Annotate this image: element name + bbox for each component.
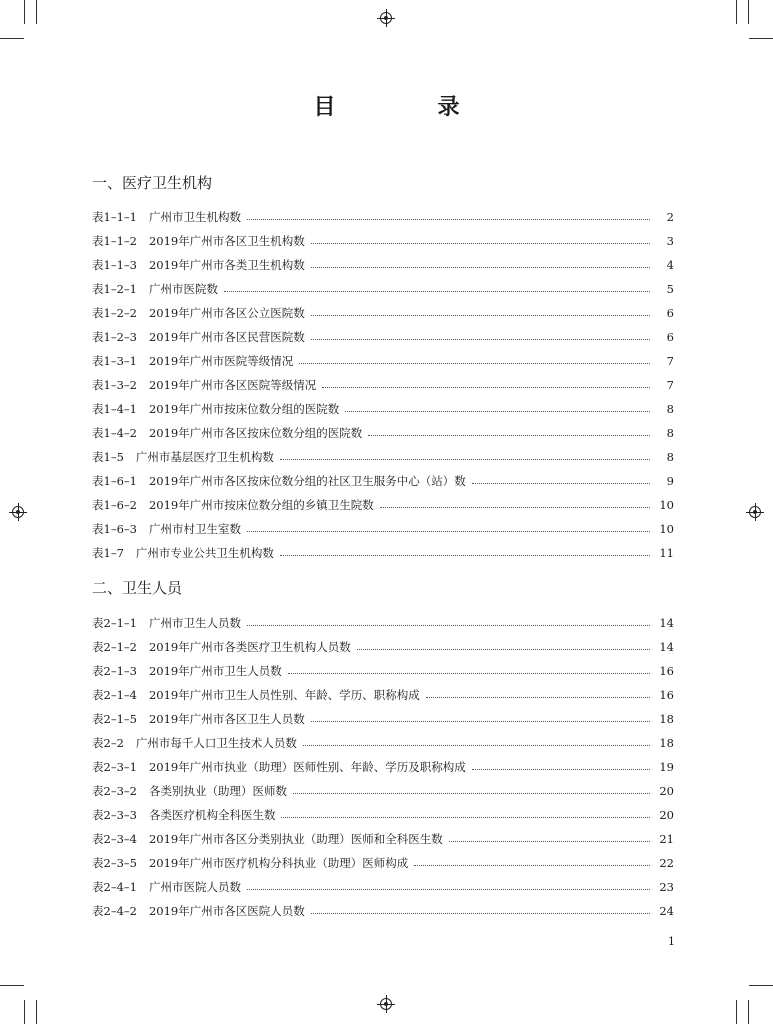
toc-leader-dots [303, 744, 650, 746]
toc-leader-dots [426, 696, 650, 698]
toc-entry-code: 表1–7 [92, 546, 124, 560]
toc-entry-page: 10 [659, 522, 674, 536]
toc-entry[interactable] [92, 325, 674, 349]
toc-entry-title: 2019年广州市各类卫生机构数 [148, 258, 305, 272]
toc-entry-page: 2 [666, 210, 674, 224]
toc-entry-title: 2019年广州市各区按床位数分组的医院数 [148, 426, 363, 440]
toc-leader-dots [288, 672, 650, 674]
toc-entry[interactable] [92, 611, 674, 635]
toc-entry-page: 8 [666, 450, 674, 464]
toc-entry-code: 表2–1–4 [92, 688, 137, 702]
toc-entry-page: 24 [659, 904, 674, 918]
toc-leader-dots [247, 218, 650, 220]
toc-entry-code: 表2–3–4 [92, 832, 137, 846]
toc-entry-title: 2019年广州市各区民营医院数 [148, 330, 305, 344]
toc-entry-page: 18 [659, 736, 674, 750]
toc-entry-title: 广州市卫生人员数 [148, 616, 241, 630]
toc-entry-page: 10 [659, 498, 674, 512]
toc-entry-title: 2019年广州市卫生人员性别、年龄、学历、职称构成 [148, 688, 420, 702]
toc-leader-dots [322, 386, 650, 388]
toc-entry-title: 2019年广州市医疗机构分科执业（助理）医师构成 [148, 856, 409, 870]
toc-entry[interactable] [92, 349, 674, 373]
toc-entry-page: 9 [666, 474, 674, 488]
toc-entry[interactable] [92, 731, 674, 755]
toc-entry-title: 各类医疗机构全科医生数 [148, 808, 276, 822]
toc-entry[interactable] [92, 277, 674, 301]
toc-entry-page: 20 [659, 784, 674, 798]
toc-entry-title: 2019年广州市各区按床位数分组的社区卫生服务中心（站）数 [148, 474, 466, 488]
page-title: 目 录 [313, 95, 500, 120]
toc-entry-title: 2019年广州市各类医疗卫生机构人员数 [148, 640, 351, 654]
toc-leader-dots [247, 888, 650, 890]
toc-leader-dots [281, 816, 650, 818]
section-heading-health-personnel: 二、卫生人员 [92, 579, 183, 597]
toc-entry[interactable] [92, 541, 674, 565]
toc-entry[interactable] [92, 397, 674, 421]
toc-entry[interactable] [92, 899, 674, 923]
toc-entry-page: 14 [659, 616, 674, 630]
toc-leader-dots [311, 720, 650, 722]
toc-leader-dots [311, 266, 650, 268]
toc-entry[interactable] [92, 445, 674, 469]
toc-entry-page: 22 [659, 856, 674, 870]
toc-entry-page: 11 [659, 546, 674, 560]
registration-mark-left-icon [12, 506, 24, 518]
toc-entry[interactable] [92, 517, 674, 541]
toc-entry-page: 4 [666, 258, 674, 272]
toc-entry-page: 14 [659, 640, 674, 654]
toc-entry[interactable] [92, 253, 674, 277]
toc-list-section-2 [92, 611, 674, 923]
toc-leader-dots [449, 840, 650, 842]
toc-leader-dots [299, 362, 650, 364]
toc-entry-code: 表2–4–2 [92, 904, 137, 918]
toc-leader-dots [368, 434, 650, 436]
toc-entry[interactable] [92, 659, 674, 683]
toc-entry-page: 6 [666, 330, 674, 344]
toc-entry[interactable] [92, 469, 674, 493]
toc-leader-dots [311, 314, 650, 316]
toc-entry-code: 表1–3–1 [92, 354, 137, 368]
toc-leader-dots [247, 624, 650, 626]
toc-entry-code: 表2–1–5 [92, 712, 137, 726]
toc-entry-title: 广州市专业公共卫生机构数 [135, 546, 274, 560]
toc-entry-title: 2019年广州市各区卫生机构数 [148, 234, 305, 248]
toc-entry-code: 表1–1–2 [92, 234, 137, 248]
toc-leader-dots [280, 554, 650, 556]
toc-leader-dots [357, 648, 650, 650]
toc-leader-dots [472, 768, 650, 770]
toc-entry-title: 广州市卫生机构数 [148, 210, 241, 224]
toc-entry-code: 表1–2–2 [92, 306, 137, 320]
toc-entry-code: 表1–2–1 [92, 282, 137, 296]
toc-entry-code: 表2–2 [92, 736, 124, 750]
toc-leader-dots [280, 458, 650, 460]
toc-entry[interactable] [92, 779, 674, 803]
toc-entry-code: 表1–6–2 [92, 498, 137, 512]
toc-entry-code: 表2–1–1 [92, 616, 137, 630]
toc-leader-dots [311, 338, 650, 340]
toc-entry-code: 表2–1–3 [92, 664, 137, 678]
toc-entry-page: 8 [666, 426, 674, 440]
toc-entry[interactable] [92, 755, 674, 779]
toc-leader-dots [311, 242, 650, 244]
toc-entry[interactable] [92, 803, 674, 827]
toc-entry[interactable] [92, 493, 674, 517]
section-heading-medical-institutions: 一、医疗卫生机构 [92, 174, 213, 192]
toc-entry-page: 16 [659, 664, 674, 678]
toc-entry-title: 2019年广州市各区公立医院数 [148, 306, 305, 320]
toc-entry-title: 广州市村卫生室数 [148, 522, 241, 536]
toc-entry-code: 表1–4–2 [92, 426, 137, 440]
toc-entry-page: 7 [666, 378, 674, 392]
toc-entry[interactable] [92, 421, 674, 445]
toc-entry[interactable] [92, 875, 674, 899]
toc-leader-dots [293, 792, 650, 794]
toc-entry-page: 18 [659, 712, 674, 726]
toc-entry-title: 2019年广州市卫生人员数 [148, 664, 282, 678]
toc-entry-title: 广州市每千人口卫生技术人员数 [135, 736, 297, 750]
toc-entry-title: 2019年广州市医院等级情况 [148, 354, 294, 368]
toc-entry-code: 表1–6–3 [92, 522, 137, 536]
toc-entry-page: 20 [659, 808, 674, 822]
toc-entry[interactable] [92, 635, 674, 659]
toc-entry[interactable] [92, 373, 674, 397]
toc-entry-title: 广州市基层医疗卫生机构数 [135, 450, 274, 464]
toc-leader-dots [311, 912, 650, 914]
toc-leader-dots [414, 864, 650, 866]
toc-leader-dots [472, 482, 650, 484]
toc-entry-code: 表1–6–1 [92, 474, 137, 488]
registration-mark-right-icon [749, 506, 761, 518]
toc-entry-title: 2019年广州市各区卫生人员数 [148, 712, 305, 726]
toc-entry-title: 各类别执业（助理）医师数 [148, 784, 287, 798]
toc-entry[interactable] [92, 851, 674, 875]
toc-entry-page: 8 [666, 402, 674, 416]
toc-entry-page: 19 [659, 760, 674, 774]
toc-entry[interactable] [92, 205, 674, 229]
toc-entry[interactable] [92, 827, 674, 851]
toc-entry-title: 2019年广州市按床位数分组的医院数 [148, 402, 340, 416]
toc-entry[interactable] [92, 301, 674, 325]
toc-entry-code: 表2–3–5 [92, 856, 137, 870]
toc-leader-dots [247, 530, 650, 532]
toc-list-section-1 [92, 205, 674, 565]
toc-entry[interactable] [92, 707, 674, 731]
toc-leader-dots [380, 506, 650, 508]
toc-entry-code: 表2–1–2 [92, 640, 137, 654]
toc-entry-title: 2019年广州市各区医院等级情况 [148, 378, 317, 392]
page-number: 1 [668, 935, 675, 948]
toc-entry-code: 表1–1–3 [92, 258, 137, 272]
toc-entry-title: 2019年广州市执业（助理）医师性别、年龄、学历及职称构成 [148, 760, 466, 774]
toc-entry-code: 表1–5 [92, 450, 124, 464]
toc-leader-dots [224, 290, 650, 292]
toc-entry-page: 6 [666, 306, 674, 320]
toc-entry-code: 表2–3–1 [92, 760, 137, 774]
toc-entry-title: 2019年广州市各区医院人员数 [148, 904, 305, 918]
registration-mark-bottom-icon [380, 998, 392, 1010]
toc-entry[interactable] [92, 229, 674, 253]
toc-entry-page: 21 [659, 832, 674, 846]
toc-entry-code: 表1–2–3 [92, 330, 137, 344]
toc-entry-page: 3 [666, 234, 674, 248]
toc-entry-code: 表2–4–1 [92, 880, 137, 894]
toc-entry-title: 2019年广州市各区分类别执业（助理）医师和全科医生数 [148, 832, 443, 846]
toc-leader-dots [345, 410, 650, 412]
toc-entry-page: 7 [666, 354, 674, 368]
toc-entry-code: 表2–3–3 [92, 808, 137, 822]
toc-entry-page: 23 [659, 880, 674, 894]
toc-entry-title: 广州市医院人员数 [148, 880, 241, 894]
toc-entry-title: 2019年广州市按床位数分组的乡镇卫生院数 [148, 498, 374, 512]
registration-mark-top-icon [380, 12, 392, 24]
toc-entry-code: 表1–3–2 [92, 378, 137, 392]
toc-entry-title: 广州市医院数 [148, 282, 218, 296]
toc-entry-code: 表1–4–1 [92, 402, 137, 416]
toc-entry-page: 16 [659, 688, 674, 702]
toc-entry-page: 5 [666, 282, 674, 296]
toc-entry-code: 表1–1–1 [92, 210, 137, 224]
toc-entry[interactable] [92, 683, 674, 707]
toc-entry-code: 表2–3–2 [92, 784, 137, 798]
